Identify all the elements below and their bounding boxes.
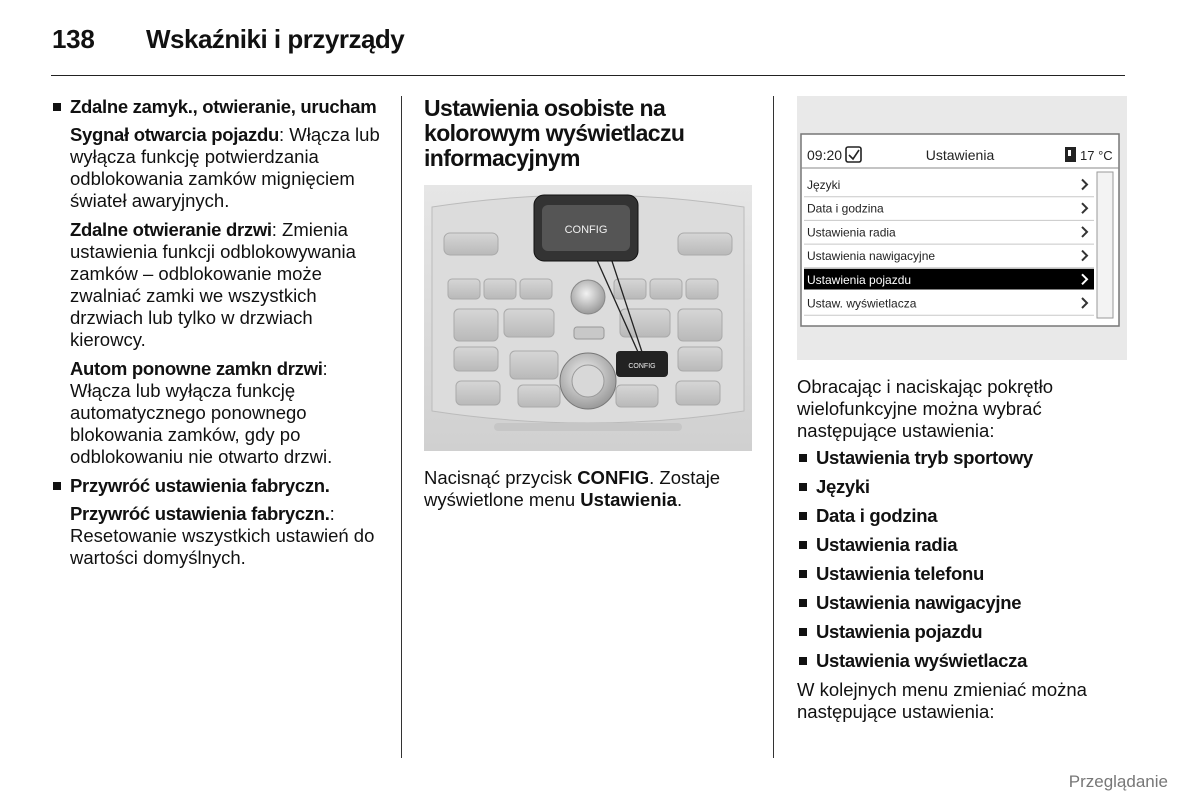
display-menu-item-selected[interactable]	[804, 269, 1094, 290]
display-menu-label: Ustawienia radia	[807, 225, 896, 240]
button-name: CONFIG	[577, 467, 650, 488]
display-illustration	[797, 96, 1127, 360]
list-item	[797, 476, 1127, 498]
term: Sygnał otwarcia pojazdu	[70, 124, 279, 145]
display-scrollbar	[1097, 172, 1113, 318]
text: . Zostaje wyświetlone menu	[424, 467, 721, 510]
bullet-square-icon	[53, 103, 61, 111]
bullet-text: Ustawienia wyświetlacza	[816, 650, 1028, 671]
list-item	[797, 650, 1127, 672]
term: Autom ponowne zamkn drzwi	[70, 358, 323, 379]
text: .	[676, 489, 683, 510]
bullet-text: Ustawienia pojazdu	[816, 621, 983, 642]
display-time: 09:20	[807, 147, 843, 163]
description: : Włącza lub wyłącza funkcję automatycznego ponownego blokowania zamków, gdy po odblokowaniu nie otwarto drzwi.	[70, 358, 333, 467]
bullet-text: Ustawienia radia	[816, 534, 958, 555]
bullet-square-icon	[799, 541, 807, 549]
list-item	[52, 475, 392, 497]
paragraph: Obracając i naciskając pokrętło wielofunkcyjne można wybrać następujące ustawienia:	[797, 376, 1054, 441]
display-title: Ustawienia	[925, 147, 995, 163]
bullet-text: Zdalne zamyk., otwieranie, urucham	[70, 96, 377, 117]
paragraph	[70, 219, 392, 351]
display-menu-label: Języki	[807, 178, 841, 192]
paragraph	[70, 358, 392, 468]
column-right	[797, 96, 1127, 728]
menu-name: Ustawienia	[580, 489, 677, 510]
bullet-text: Języki	[816, 476, 870, 497]
term: Zdalne otwieranie drzwi	[70, 219, 272, 240]
bullet-square-icon	[53, 482, 61, 490]
display-menu-label: Ustawienia nawigacyjne	[807, 249, 936, 264]
term: Przywróć ustawienia fabryczn.	[70, 503, 330, 524]
description: : Zmienia ustawienia funkcji odblokowywania zamków – odblokowanie może zwalniać zamki we wszystkich drzwiach lub tylko w drzwiach kierowcy.	[70, 219, 356, 350]
footer-link[interactable]: Przeglądanie	[1068, 772, 1168, 791]
bullet-text: Ustawienia tryb sportowy	[816, 447, 1033, 468]
page-number: 138	[52, 24, 95, 54]
bullet-square-icon	[799, 628, 807, 636]
bullet-square-icon	[799, 454, 807, 462]
list-item	[797, 505, 1127, 527]
bullet-text: Data i godzina	[816, 505, 938, 526]
header-rule	[51, 75, 1125, 76]
column-middle	[424, 96, 754, 511]
bullet-square-icon	[799, 512, 807, 520]
bullet-square-icon	[799, 599, 807, 607]
column-divider	[773, 96, 774, 758]
description: : Resetowanie wszystkich ustawień do wartości domyślnych.	[70, 503, 375, 568]
bullet-text: Ustawienia nawigacyjne	[816, 592, 1022, 613]
list-item	[797, 563, 1127, 585]
list-item	[797, 592, 1127, 614]
display-temperature: 17 °C	[1080, 148, 1113, 163]
config-button-label: CONFIG	[628, 363, 656, 370]
settings-list	[797, 447, 1127, 672]
display-menu-label: Data i godzina	[807, 201, 884, 216]
page-title: Wskaźniki i przyrządy	[146, 24, 405, 54]
bullet-text: Ustawienia telefonu	[816, 563, 985, 584]
paragraph: W kolejnych menu zmieniać można następujące ustawienia:	[797, 679, 1087, 722]
text: Nacisnąć przycisk	[424, 467, 578, 488]
list-item	[52, 96, 392, 118]
bullet-text: Przywróć ustawienia fabryczn.	[70, 475, 330, 496]
config-callout-label: CONFIG	[564, 224, 608, 236]
console-illustration	[424, 185, 752, 451]
column-divider	[401, 96, 402, 758]
list-item	[797, 621, 1127, 643]
bullet-square-icon	[799, 657, 807, 665]
column-left	[52, 96, 392, 576]
bullet-square-icon	[799, 483, 807, 491]
list-item	[797, 534, 1127, 556]
list-item	[797, 447, 1127, 469]
paragraph	[424, 467, 754, 511]
description: : Włącza lub wyłącza funkcję potwierdzania odblokowania zamków mignięciem świateł awaryjnych.	[70, 124, 380, 211]
bullet-square-icon	[799, 570, 807, 578]
paragraph	[70, 124, 392, 212]
display-menu-label: Ustawienia pojazdu	[807, 272, 912, 287]
display-menu-label: Ustaw. wyświetlacza	[807, 296, 917, 311]
section-heading: Ustawienia osobiste na kolorowym wyświetlaczu informacyjnym	[424, 95, 685, 171]
paragraph	[70, 503, 392, 569]
